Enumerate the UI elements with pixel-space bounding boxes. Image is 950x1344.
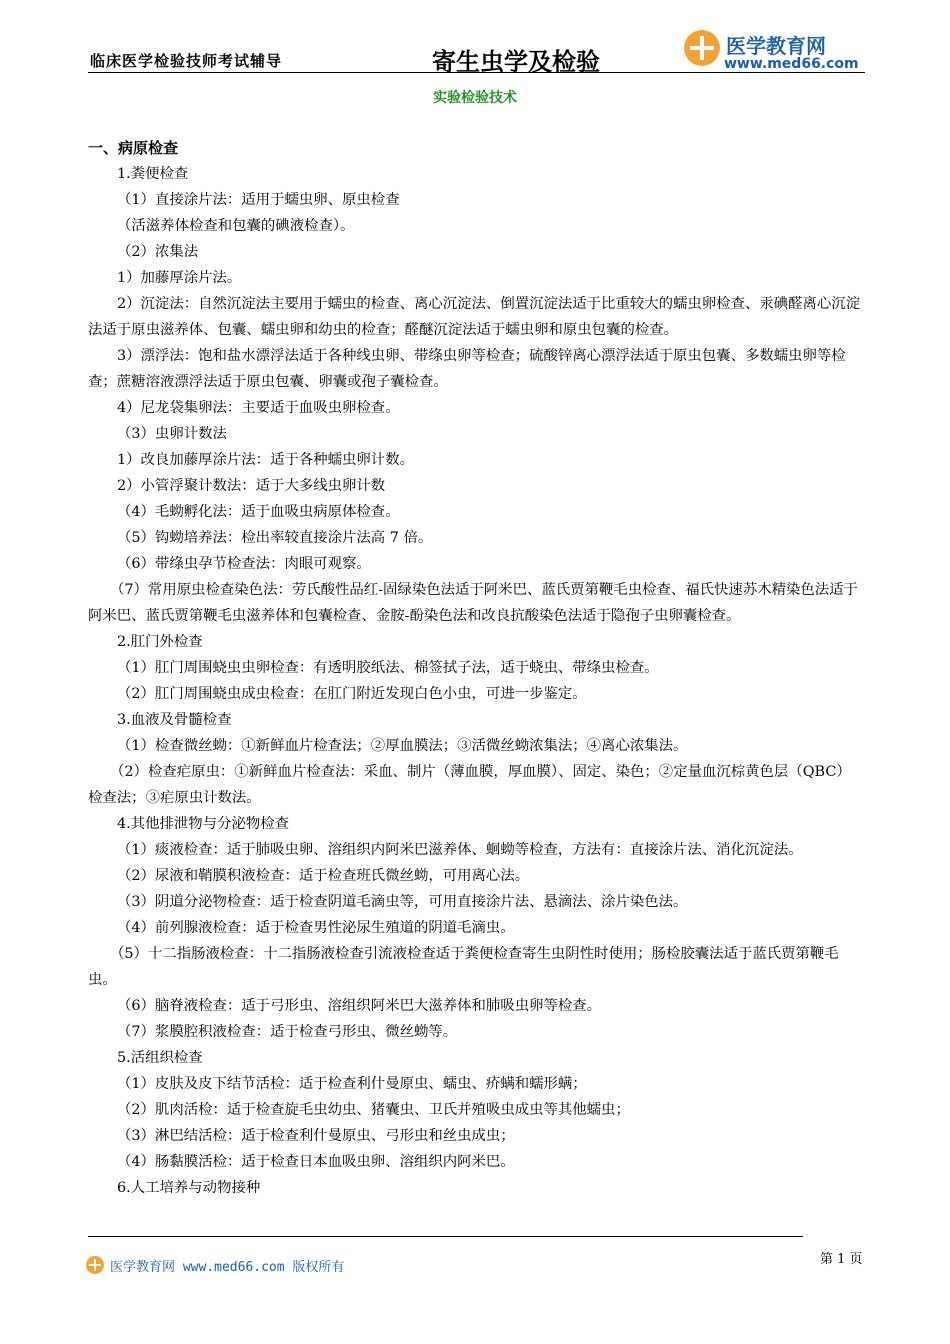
page-number: 第 1 页	[820, 1252, 863, 1267]
paragraph: （2）浓集法	[117, 244, 199, 260]
paragraph: （1）直接涂片法：适用于蠕虫卵、原虫检查	[117, 192, 400, 208]
paragraph: （2）肛门周围蛲虫成虫检查：在肛门附近发现白色小虫，可进一步鉴定。	[117, 686, 587, 702]
paragraph: （2）肌肉活检：适于检查旋毛虫幼虫、猪囊虫、卫氏并殖吸虫成虫等其他蠕虫；	[117, 1102, 630, 1118]
paragraph: （1）皮肤及皮下结节活检：适于检查利什曼原虫、蠕虫、疥螨和蠕形螨；	[117, 1076, 587, 1092]
page-subtitle: 实验检验技术	[433, 90, 517, 106]
logo-url[interactable]: www.med66.com	[724, 56, 859, 72]
paragraph: （3）虫卵计数法	[117, 426, 227, 442]
section-heading: 一、病原检查	[88, 139, 179, 157]
paragraph: （1）痰液检查：适于肺吸虫卵、溶组织内阿米巴滋养体、蛔蚴等检查，方法有：直接涂片法、消化沉淀法。	[117, 842, 803, 858]
paragraph: （2）检查疟原虫：①新鲜血片检查法：采血、制片（薄血膜，厚血膜）、固定、染色；②定量血沉棕黄色层（QBC）检查法；③疟原虫计数法。	[88, 764, 851, 806]
paragraph: （3）阴道分泌物检查：适于检查阴道毛滴虫等，可用直接涂片法、悬滴法、涂片染色法。	[117, 894, 688, 910]
header-divider	[88, 72, 865, 73]
footer-copyright: 医学教育网 www.med66.com 版权所有	[110, 1260, 345, 1275]
document-body	[88, 135, 864, 1201]
paragraph: （4）毛蚴孵化法：适于血吸虫病原体检查。	[117, 504, 400, 520]
paragraph: （4）前列腺液检查：适于检查男性泌尿生殖道的阴道毛滴虫。	[117, 920, 515, 936]
cross-logo-icon	[684, 30, 720, 66]
paragraph: （6）脑脊液检查：适于弓形虫、溶组织阿米巴大滋养体和肺吸虫卵等检查。	[117, 998, 602, 1014]
header-subject-title: 寄生虫学及检验	[432, 48, 600, 76]
paragraph: 6.人工培养与动物接种	[117, 1180, 261, 1196]
paragraph: （6）带绦虫孕节检查法：肉眼可观察。	[117, 556, 371, 572]
paragraph: 3.血液及骨髓检查	[117, 712, 232, 728]
header-course-title: 临床医学检验技师考试辅导	[90, 52, 283, 70]
paragraph: （3）淋巴结活检：适于检查利什曼原虫、弓形虫和丝虫成虫；	[117, 1128, 515, 1144]
paragraph: （1）肛门周围蛲虫虫卵检查：有透明胶纸法、棉签拭子法，适于蛲虫、带绦虫检查。	[117, 660, 659, 676]
paragraph: 1）改良加藤厚涂片法：适于各种蠕虫卵计数。	[117, 452, 414, 468]
footer-logo-icon	[86, 1256, 104, 1274]
logo-title: 医学教育网	[726, 34, 826, 58]
paragraph: 2）沉淀法：自然沉淀法主要用于蠕虫的检查、离心沉淀法、倒置沉淀法适于比重较大的蠕虫卵检查、汞碘醛离心沉淀法适于原虫滋养体、包囊、蠕虫卵和幼虫的检查；醛醚沉淀法适于蠕虫卵和原虫包囊的检查。	[88, 296, 861, 338]
paragraph: 2）小管浮聚计数法：适于大多线虫卵计数	[117, 478, 386, 494]
paragraph: （7）浆膜腔积液检查：适于检查弓形虫、微丝蚴等。	[117, 1024, 458, 1040]
paragraph: 1.粪便检查	[117, 166, 189, 182]
site-logo[interactable]	[684, 30, 864, 74]
footer-divider	[88, 1236, 803, 1237]
paragraph: 2.肛门外检查	[117, 634, 203, 650]
paragraph: 4）尼龙袋集卵法：主要适于血吸虫卵检查。	[117, 400, 400, 416]
paragraph: （活滋养体检查和包囊的碘液检查）。	[117, 218, 355, 234]
paragraph: （5）钩蚴培养法：检出率较直接涂片法高 7 倍。	[117, 530, 433, 546]
paragraph: （5）十二指肠液检查：十二指肠液检查引流液检查适于粪便检查寄生虫阴性时使用；肠检胶囊法适于蓝氏贾第鞭毛虫。	[88, 946, 839, 988]
paragraph: （7）常用原虫检查染色法：劳氏酸性品红-固绿染色法适于阿米巴、蓝氏贾第鞭毛虫检查、福氏快速苏木精染色法适于阿米巴、蓝氏贾第鞭毛虫滋养体和包囊检查、金胺-酚染色法和改良抗酸染色法适于隐孢子虫卵囊检查。	[88, 582, 858, 624]
paragraph: 4.其他排泄物与分泌物检查	[117, 816, 290, 832]
paragraph: 5.活组织检查	[117, 1050, 203, 1066]
paragraph: 1）加藤厚涂片法。	[117, 270, 242, 286]
paragraph: （2）尿液和鞘膜积液检查：适于检查班氏微丝蚴，可用离心法。	[117, 868, 530, 884]
paragraph: （4）肠黏膜活检：适于检查日本血吸虫卵、溶组织内阿米巴。	[117, 1154, 515, 1170]
paragraph: （1）检查微丝蚴：①新鲜血片检查法；②厚血膜法；③活微丝蚴浓集法；④离心浓集法。	[117, 738, 688, 754]
paragraph: 3）漂浮法：饱和盐水漂浮法适于各种线虫卵、带绦虫卵等检查；硫酸锌离心漂浮法适于原虫包囊、多数蠕虫卵等检查；蔗糖溶液漂浮法适于原虫包囊、卵囊或孢子囊检查。	[88, 348, 846, 390]
